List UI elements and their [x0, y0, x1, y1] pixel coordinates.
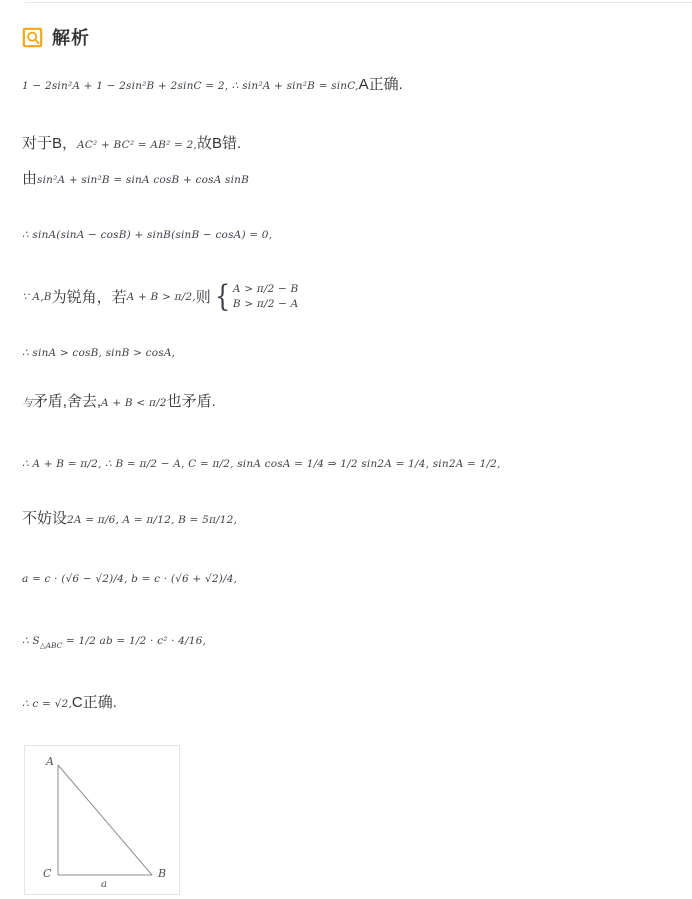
- solution-step-6: [22, 343, 668, 361]
- chinese-text: C正确.: [71, 694, 117, 712]
- side-label-a: a: [101, 879, 107, 891]
- math-fragment: sin²A + sin²B = sinA cosB + cosA sinB: [37, 174, 250, 186]
- math-fragment: AC² + BC² = AB² = 2,: [77, 139, 197, 151]
- math-fragment: ∴ c = √2,: [22, 698, 72, 711]
- math-fragment: 1 − 2sin²A + 1 − 2sin²B + 2sinC = 2, ∴ sin²A + sin²B = sinC,: [22, 80, 359, 92]
- solution-step-4: [22, 225, 668, 243]
- chinese-text: 对于B，: [22, 135, 78, 152]
- math-fragment: 2A = π/6, A = π/12, B = 5π/12,: [67, 514, 238, 526]
- cases-brace: {: [214, 279, 230, 314]
- math-fragment: A + B < π/2: [101, 397, 167, 409]
- solution-step-9: [22, 508, 668, 529]
- solution-step-11: [22, 631, 668, 650]
- chinese-text: 不妨设: [22, 510, 68, 527]
- solution-step-12: [22, 692, 668, 713]
- chinese-text: 也矛盾.: [166, 393, 216, 410]
- solution-step-2: [22, 133, 668, 154]
- math-fragment: ∴ sinA(sinA − cosB) + sinB(sinB − cosA) = 0,: [22, 229, 273, 241]
- chinese-text: A正确.: [358, 76, 403, 93]
- case-line: B > π/2 − A: [232, 298, 299, 310]
- figure-box: [24, 745, 180, 895]
- search-box-icon: [22, 27, 43, 48]
- cases-group: [233, 282, 299, 312]
- section-header: [22, 26, 668, 48]
- vertex-label-c: C: [43, 867, 52, 881]
- vertex-label-b: B: [158, 867, 167, 881]
- solution-step-3: [22, 168, 668, 189]
- math-fragment: ∴ A + B = π/2, ∴ B = π/2 − A, C = π/2, sinA cosA = 1/4 ⇒ 1/2 sin2A = 1/4, sin2A = 1/2,: [22, 458, 501, 470]
- math-fragment: ∵ A,B: [22, 291, 52, 303]
- math-fragment: ∴ S: [22, 635, 40, 647]
- chinese-text: 则: [195, 288, 211, 306]
- section-title: 解析: [52, 28, 90, 48]
- chinese-text: 矛盾,舍去,: [32, 393, 102, 410]
- solution-step-5: [22, 281, 668, 313]
- math-subscript: △ABC: [39, 641, 63, 651]
- top-divider: [25, 2, 692, 3]
- chinese-text: 为锐角，若: [51, 288, 127, 306]
- solution-step-8: [22, 454, 668, 472]
- math-fragment: A + B > π/2,: [126, 291, 196, 303]
- math-fragment: a = c · (√6 − √2)/4, b = c · (√6 + √2)/4,: [22, 573, 238, 585]
- chinese-text: 由: [22, 170, 38, 187]
- solution-step-7: [22, 391, 668, 412]
- math-fragment: ∴ sinA > cosB, sinB > cosA,: [22, 347, 176, 359]
- vertex-label-a: A: [46, 755, 54, 769]
- case-line: A > π/2 − B: [232, 283, 299, 295]
- solution-step-1: [22, 74, 668, 95]
- math-fragment: = 1/2 ab = 1/2 · c² · 4/16,: [62, 635, 207, 647]
- math-fragment: 与: [22, 397, 33, 409]
- chinese-text: 故B错.: [196, 135, 242, 152]
- solution-step-10: [22, 569, 668, 587]
